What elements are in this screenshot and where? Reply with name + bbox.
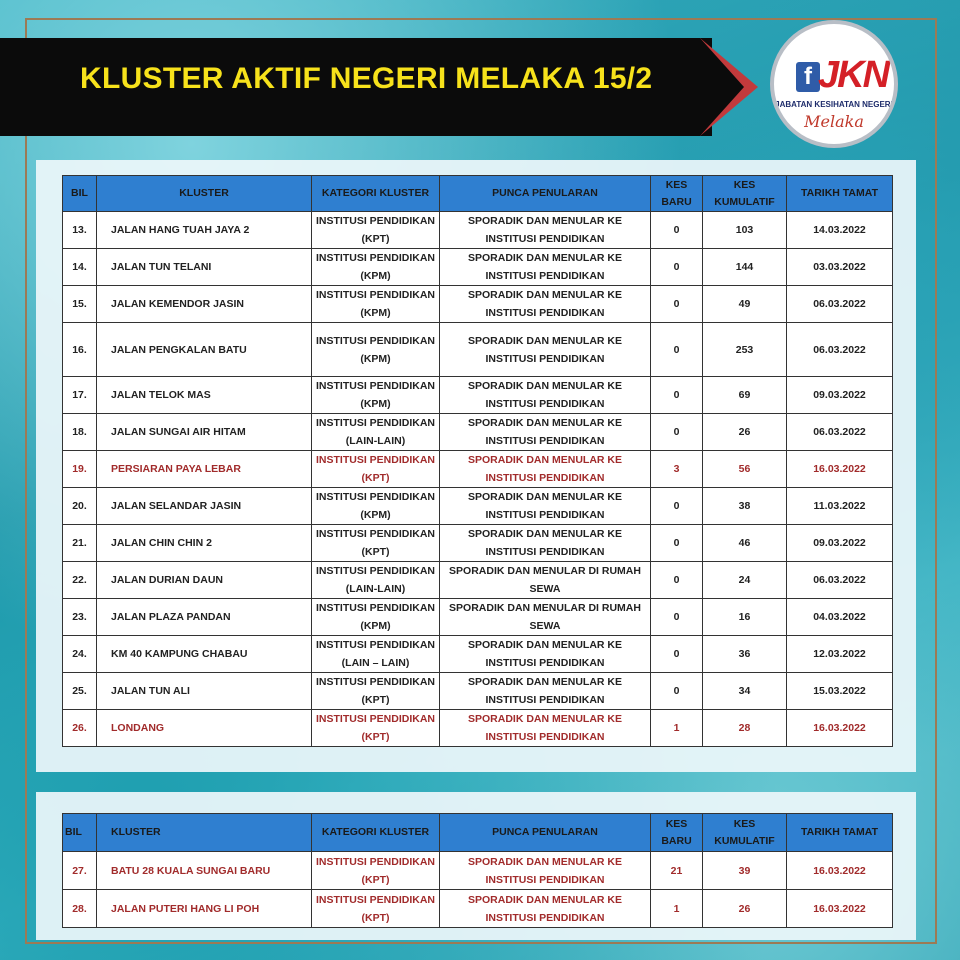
cell-kes-kumulatif: 38 [703,488,787,525]
cell-kluster: JALAN TELOK MAS [97,377,312,414]
cell-punca: SPORADIK DAN MENULAR KE INSTITUSI PENDIDIKAN [440,451,651,488]
cell-tarikh-tamat: 14.03.2022 [787,212,893,249]
cell-kategori: INSTITUSI PENDIDIKAN (KPT) [312,451,440,488]
cell-kategori: INSTITUSI PENDIDIKAN (LAIN-LAIN) [312,562,440,599]
cell-kes-baru: 3 [651,451,703,488]
cell-punca: SPORADIK DAN MENULAR KE INSTITUSI PENDIDIKAN [440,636,651,673]
cluster-table-2 [62,813,893,928]
cell-kes-baru: 0 [651,525,703,562]
cell-kategori: INSTITUSI PENDIDIKAN (KPM) [312,286,440,323]
cell-punca: SPORADIK DAN MENULAR KE INSTITUSI PENDIDIKAN [440,323,651,377]
header-kluster: KLUSTER [97,814,312,852]
cell-kluster: JALAN HANG TUAH JAYA 2 [97,212,312,249]
cell-punca: SPORADIK DAN MENULAR KE INSTITUSI PENDIDIKAN [440,488,651,525]
cell-kes-kumulatif: 28 [703,710,787,747]
cell-tarikh-tamat: 12.03.2022 [787,636,893,673]
table-row [63,890,893,928]
cell-tarikh-tamat: 16.03.2022 [787,451,893,488]
cell-kategori: INSTITUSI PENDIDIKAN (KPT) [312,673,440,710]
table-row [63,212,893,249]
cell-punca: SPORADIK DAN MENULAR KE INSTITUSI PENDIDIKAN [440,249,651,286]
cell-bil: 20. [63,488,97,525]
cell-kes-baru: 0 [651,377,703,414]
cell-kategori: INSTITUSI PENDIDIKAN (KPT) [312,212,440,249]
cell-punca: SPORADIK DAN MENULAR KE INSTITUSI PENDIDIKAN [440,377,651,414]
cell-tarikh-tamat: 09.03.2022 [787,525,893,562]
cell-kes-baru: 0 [651,323,703,377]
cell-bil: 24. [63,636,97,673]
cell-bil: 17. [63,377,97,414]
cell-bil: 27. [63,852,97,890]
cell-kategori: INSTITUSI PENDIDIKAN (KPM) [312,488,440,525]
header-kes-baru: KES BARU [651,176,703,212]
cell-kes-baru: 0 [651,599,703,636]
cell-kategori: INSTITUSI PENDIDIKAN (LAIN-LAIN) [312,414,440,451]
header-kategori: KATEGORI KLUSTER [312,814,440,852]
table-row [63,673,893,710]
table-row [63,852,893,890]
cell-tarikh-tamat: 15.03.2022 [787,673,893,710]
header-punca: PUNCA PENULARAN [440,176,651,212]
cell-kes-kumulatif: 46 [703,525,787,562]
cell-punca: SPORADIK DAN MENULAR KE INSTITUSI PENDIDIKAN [440,890,651,928]
header-kluster: KLUSTER [97,176,312,212]
cell-punca: SPORADIK DAN MENULAR KE INSTITUSI PENDIDIKAN [440,852,651,890]
table-row [63,599,893,636]
table-row [63,451,893,488]
cell-bil: 16. [63,323,97,377]
cell-kluster: PERSIARAN PAYA LEBAR [97,451,312,488]
cell-kes-baru: 1 [651,710,703,747]
table-row [63,414,893,451]
cell-kategori: INSTITUSI PENDIDIKAN (KPT) [312,525,440,562]
table-row [63,323,893,377]
cell-kes-baru: 0 [651,212,703,249]
cell-tarikh-tamat: 04.03.2022 [787,599,893,636]
header-kes-kumulatif: KES KUMULATIF [703,814,787,852]
table-row [63,488,893,525]
cell-bil: 26. [63,710,97,747]
banner-arrow-black [700,38,744,136]
cell-punca: SPORADIK DAN MENULAR DI RUMAH SEWA [440,562,651,599]
table2-body [63,852,893,928]
table-row [63,249,893,286]
cell-kluster: JALAN SUNGAI AIR HITAM [97,414,312,451]
cell-kes-kumulatif: 69 [703,377,787,414]
cell-tarikh-tamat: 06.03.2022 [787,562,893,599]
header-punca: PUNCA PENULARAN [440,814,651,852]
cell-tarikh-tamat: 16.03.2022 [787,890,893,928]
cell-kluster: JALAN KEMENDOR JASIN [97,286,312,323]
cell-kluster: JALAN PUTERI HANG LI POH [97,890,312,928]
cell-punca: SPORADIK DAN MENULAR KE INSTITUSI PENDIDIKAN [440,286,651,323]
cell-kluster: LONDANG [97,710,312,747]
cell-kluster: JALAN TUN TELANI [97,249,312,286]
header-bil: BIL [63,176,97,212]
cell-bil: 28. [63,890,97,928]
cell-kategori: INSTITUSI PENDIDIKAN (KPM) [312,599,440,636]
facebook-icon: f [796,62,820,92]
table-row [63,636,893,673]
cell-kes-baru: 1 [651,890,703,928]
table-row [63,710,893,747]
cell-kes-kumulatif: 26 [703,890,787,928]
cell-tarikh-tamat: 16.03.2022 [787,852,893,890]
cell-kes-kumulatif: 56 [703,451,787,488]
cell-bil: 18. [63,414,97,451]
table-row [63,525,893,562]
cell-punca: SPORADIK DAN MENULAR KE INSTITUSI PENDIDIKAN [440,414,651,451]
cell-kluster: JALAN CHIN CHIN 2 [97,525,312,562]
cell-punca: SPORADIK DAN MENULAR KE INSTITUSI PENDIDIKAN [440,673,651,710]
header-tarikh-tamat: TARIKH TAMAT [787,176,893,212]
table1-header-row [63,176,893,212]
cell-kluster: JALAN PENGKALAN BATU [97,323,312,377]
cell-kluster: JALAN PLAZA PANDAN [97,599,312,636]
cell-kes-baru: 21 [651,852,703,890]
cell-kes-baru: 0 [651,636,703,673]
cell-kes-kumulatif: 16 [703,599,787,636]
logo-subtitle: JABATAN KESIHATAN NEGERI [775,100,893,109]
cell-kes-baru: 0 [651,562,703,599]
cell-tarikh-tamat: 06.03.2022 [787,286,893,323]
logo-brand: JKN [818,54,889,96]
cell-kategori: INSTITUSI PENDIDIKAN (KPM) [312,323,440,377]
cell-kategori: INSTITUSI PENDIDIKAN (KPT) [312,710,440,747]
cell-tarikh-tamat: 03.03.2022 [787,249,893,286]
cell-kategori: INSTITUSI PENDIDIKAN (KPM) [312,377,440,414]
cell-kes-baru: 0 [651,286,703,323]
table-row [63,377,893,414]
cell-kes-kumulatif: 49 [703,286,787,323]
header-kes-kumulatif: KES KUMULATIF [703,176,787,212]
cell-punca: SPORADIK DAN MENULAR KE INSTITUSI PENDIDIKAN [440,710,651,747]
cell-tarikh-tamat: 16.03.2022 [787,710,893,747]
header-kes-baru: KES BARU [651,814,703,852]
cell-punca: SPORADIK DAN MENULAR KE INSTITUSI PENDIDIKAN [440,212,651,249]
cell-kategori: INSTITUSI PENDIDIKAN (LAIN – LAIN) [312,636,440,673]
cell-tarikh-tamat: 06.03.2022 [787,414,893,451]
cell-kluster: KM 40 KAMPUNG CHABAU [97,636,312,673]
header-bil: BIL [63,814,97,852]
cell-kes-baru: 0 [651,249,703,286]
cell-kes-baru: 0 [651,673,703,710]
cell-punca: SPORADIK DAN MENULAR DI RUMAH SEWA [440,599,651,636]
cell-bil: 25. [63,673,97,710]
cell-kes-kumulatif: 24 [703,562,787,599]
jkn-logo [770,20,898,148]
cell-kluster: BATU 28 KUALA SUNGAI BARU [97,852,312,890]
table-row [63,562,893,599]
cell-tarikh-tamat: 11.03.2022 [787,488,893,525]
cell-bil: 22. [63,562,97,599]
cell-tarikh-tamat: 06.03.2022 [787,323,893,377]
cluster-table-1 [62,175,893,747]
cell-kluster: JALAN TUN ALI [97,673,312,710]
cell-kategori: INSTITUSI PENDIDIKAN (KPM) [312,249,440,286]
cell-bil: 21. [63,525,97,562]
cell-kluster: JALAN DURIAN DAUN [97,562,312,599]
logo-script: Melaka [804,112,864,131]
cell-kes-kumulatif: 36 [703,636,787,673]
cell-kes-baru: 0 [651,488,703,525]
cell-tarikh-tamat: 09.03.2022 [787,377,893,414]
cell-kes-kumulatif: 39 [703,852,787,890]
cell-kes-baru: 0 [651,414,703,451]
cell-kes-kumulatif: 34 [703,673,787,710]
cell-bil: 23. [63,599,97,636]
cell-kes-kumulatif: 144 [703,249,787,286]
cell-punca: SPORADIK DAN MENULAR KE INSTITUSI PENDIDIKAN [440,525,651,562]
header-tarikh-tamat: TARIKH TAMAT [787,814,893,852]
cell-kategori: INSTITUSI PENDIDIKAN (KPT) [312,852,440,890]
page-title: KLUSTER AKTIF NEGERI MELAKA 15/2 [80,62,653,95]
table-row [63,286,893,323]
table1-body [63,212,893,747]
cell-kes-kumulatif: 103 [703,212,787,249]
cell-bil: 15. [63,286,97,323]
cell-kluster: JALAN SELANDAR JASIN [97,488,312,525]
cell-kategori: INSTITUSI PENDIDIKAN (KPT) [312,890,440,928]
header-kategori: KATEGORI KLUSTER [312,176,440,212]
cell-bil: 14. [63,249,97,286]
cell-kes-kumulatif: 253 [703,323,787,377]
table2-header-row [63,814,893,852]
cell-bil: 13. [63,212,97,249]
cell-bil: 19. [63,451,97,488]
cell-kes-kumulatif: 26 [703,414,787,451]
